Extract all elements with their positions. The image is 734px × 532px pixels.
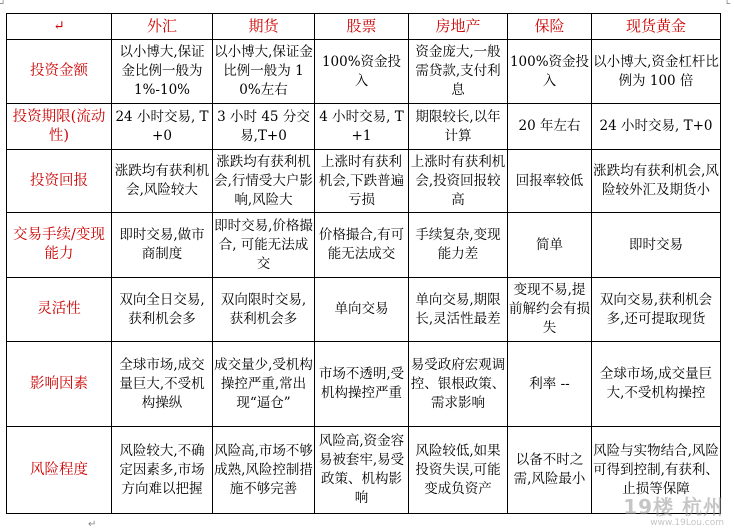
table-cell: 涨跌均有获利机会,行情受大户影响,风险大 (213, 150, 315, 213)
table-cell: 以小博大,保证金比例一般为 10%左右 (213, 40, 315, 104)
paragraph-mark: ↵ (88, 519, 97, 530)
table-cell: 资金庞大,一般需贷款,支付利息 (409, 40, 508, 104)
row-header: 投资回报 (7, 150, 112, 213)
table-cell: 手续复杂,变现能力差 (409, 213, 508, 278)
column-header: 房地产 (409, 14, 508, 40)
table-cell: 市场不透明,受机构操控严重 (315, 342, 409, 427)
table-cell: 涨跌均有获利机会,风险较大 (112, 150, 213, 213)
table-corner-cell: ↵ (7, 14, 112, 40)
table-cell: 全球市场,成交量巨大,不受机构操纵 (112, 342, 213, 427)
watermark-logo (623, 496, 724, 528)
row-header: 灵活性 (7, 278, 112, 342)
table-cell: 双向限时交易, 获利机会多 (213, 278, 315, 342)
table-cell: 涨跌均有获利机会,风险较外汇及期货小 (592, 150, 721, 213)
table-row (7, 427, 721, 514)
table-cell: 全球市场,成交量巨大,不受机构操控 (592, 342, 721, 427)
table-cell: 双向全日交易,获利机会多 (112, 278, 213, 342)
table-cell: 100%资金投入 (508, 40, 592, 104)
table-cell: 以备不时之需,风险最小 (508, 427, 592, 514)
table-cell: 价格撮合,有可能无法成交 (315, 213, 409, 278)
table-cell: 易受政府宏观调控、银根政策、需求影响 (409, 342, 508, 427)
table-cell: 双向交易,获利机会多,还可提取现货 (592, 278, 721, 342)
table-cell: 风险较大,不确定因素多,市场方向难以把握 (112, 427, 213, 514)
column-header: 期货 (213, 14, 315, 40)
table-cell: 风险高,资金容易被套牢,易受政策、机构影响 (315, 427, 409, 514)
table-cell: 上涨时有获利机会,投资回报较高 (409, 150, 508, 213)
table-cell: 风险较低,如果投资失误,可能变成负资产 (409, 427, 508, 514)
table-cell: 即时交易,做市商制度 (112, 213, 213, 278)
table-cell: 4 小时交易, T+1 (315, 104, 409, 150)
row-header: 交易手续/变现能力 (7, 213, 112, 278)
table-cell: 3 小时 45 分交易,T+0 (213, 104, 315, 150)
table-row (7, 104, 721, 150)
table-cell: 利率 -- (508, 342, 592, 427)
column-header: 现货黄金 (592, 14, 721, 40)
table-cell: 即时交易 (592, 213, 721, 278)
table-cell: 以小博大,保证金比例一般为 1%-10% (112, 40, 213, 104)
table-row (7, 342, 721, 427)
row-header: 投资期限(流动性) (7, 104, 112, 150)
row-header: 风险程度 (7, 427, 112, 514)
table-row (7, 213, 721, 278)
investment-comparison-table (6, 13, 721, 514)
table-cell: 以小博大,资金杠杆比例为 100 倍 (592, 40, 721, 104)
table-cell: 回报率较低 (508, 150, 592, 213)
table-cell: 即时交易,价格撮合, 可能无法成交 (213, 213, 315, 278)
row-header: 影响因素 (7, 342, 112, 427)
watermark-url: www.19Lou.com (650, 518, 724, 528)
table-cell: 简单 (508, 213, 592, 278)
table-row (7, 278, 721, 342)
table-cell: 单向交易 (315, 278, 409, 342)
table-row (7, 40, 721, 104)
column-header: 股票 (315, 14, 409, 40)
table-cell: 24 小时交易, T+0 (112, 104, 213, 150)
watermark-title: 19楼 杭州 (623, 495, 724, 519)
table-cell: 风险高,市场不够成熟,风险控制措施不够完善 (213, 427, 315, 514)
column-header: 保险 (508, 14, 592, 40)
row-header: 投资金额 (7, 40, 112, 104)
table-cell: 风险与实物结合,风险可得到控制,有获利、止损等保障 (592, 427, 721, 514)
table-row (7, 150, 721, 213)
table-cell: 单向交易,期限长,灵活性最差 (409, 278, 508, 342)
table-cell: 上涨时有获利机会,下跌普遍亏损 (315, 150, 409, 213)
table-cell: 期限较长,以年计算 (409, 104, 508, 150)
table-cell: 变现不易,提前解约会有损失 (508, 278, 592, 342)
table-cell: 成交量少,受机构操控严重,常出现“逼仓” (213, 342, 315, 427)
table-cell: 24 小时交易, T+0 (592, 104, 721, 150)
page-corner-mark-top-right: └ (724, 0, 731, 10)
table-cell: 100%资金投入 (315, 40, 409, 104)
page-corner-mark-top-left: ┘ (0, 0, 7, 10)
table-header-row (7, 14, 721, 40)
table-cell: 20 年左右 (508, 104, 592, 150)
column-header: 外汇 (112, 14, 213, 40)
